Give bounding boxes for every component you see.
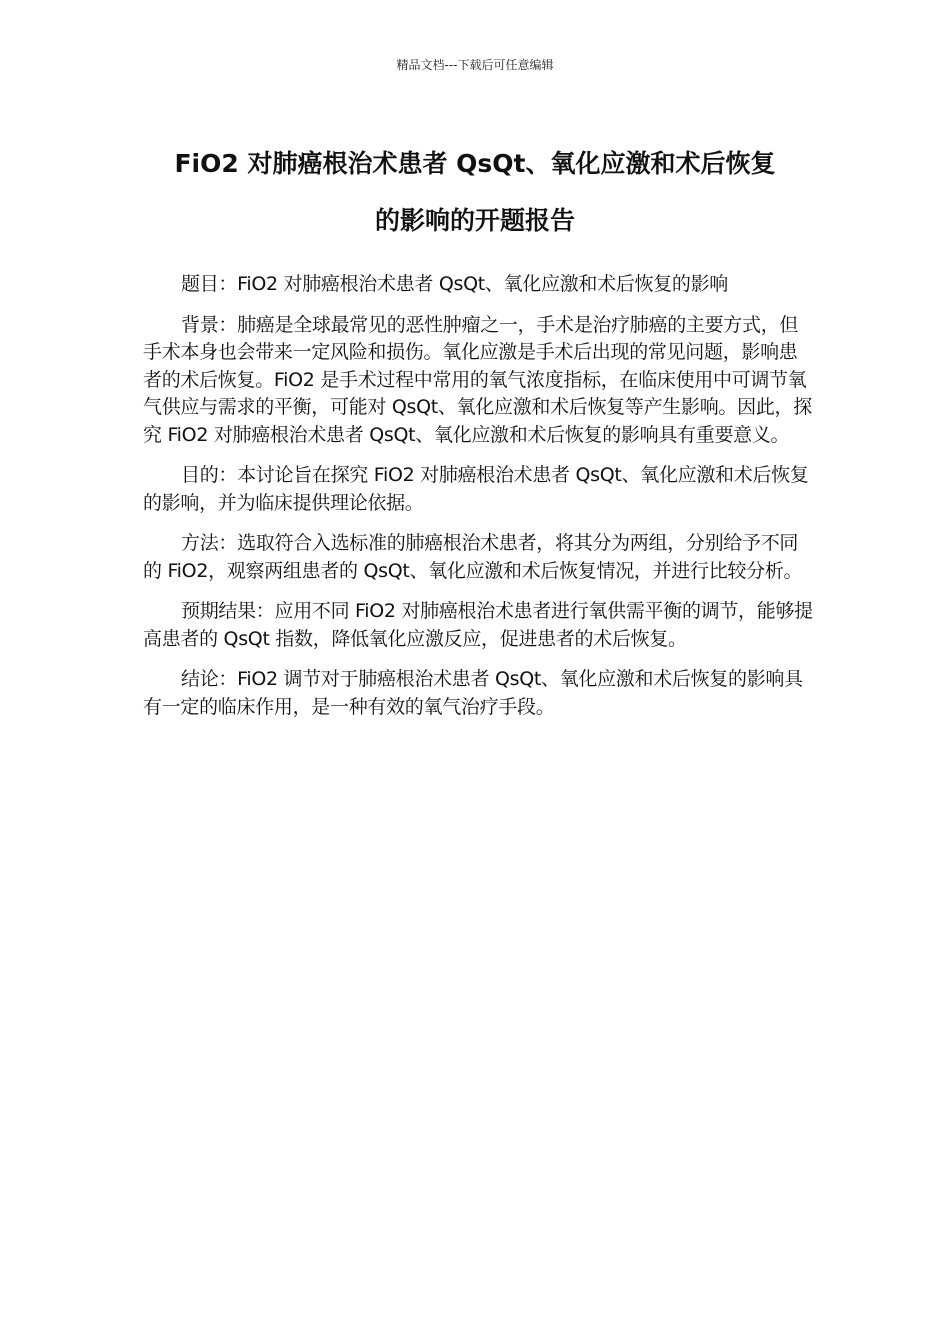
- paragraph-purpose: 目的：本讨论旨在探究 FiO2 对肺癌根治术患者 QsQt、氧化应激和术后恢复的影响，并为临床提供理论依据。: [143, 464, 809, 514]
- paragraph-expected-results: 预期结果：应用不同 FiO2 对肺癌根治术患者进行氧供需平衡的调节，能够提高患者的 QsQt 指数，降低氧化应激反应，促进患者的术后恢复。: [143, 600, 813, 650]
- title-line-1: FiO2 对肺癌根治术患者 QsQt、氧化应激和术后恢复: [174, 149, 776, 178]
- paragraph-method: 方法：选取符合入选标准的肺癌根治术患者，将其分为两组，分别给予不同的 FiO2，观察两组患者的 QsQt、氧化应激和术后恢复情况，并进行比较分析。: [143, 532, 803, 582]
- paragraph-topic: 题目：FiO2 对肺癌根治术患者 QsQt、氧化应激和术后恢复的影响: [181, 273, 729, 295]
- document-body: [143, 271, 813, 734]
- header-watermark: 精品文档---下载后可任意编辑: [396, 58, 554, 72]
- title-line-2: 的影响的开题报告: [374, 206, 575, 235]
- paragraph-background: 背景：肺癌是全球最常见的恶性肿瘤之一，手术是治疗肺癌的主要方式，但手术本身也会带来一定风险和损伤。氧化应激是手术后出现的常见问题，影响患者的术后恢复。FiO2 是手术过程中常用的氧气浓度指标，在临床使用中可调节氧气供应与需求的平衡，可能对 QsQt、氧化应激和术后恢复等产生影响。因此，探究 FiO2 对肺癌根治术患者 QsQt、氧化应激和术后恢复的影响具有重要意义。: [143, 313, 812, 446]
- paragraph-conclusion: 结论：FiO2 调节对于肺癌根治术患者 QsQt、氧化应激和术后恢复的影响具有一定的临床作用，是一种有效的氧气治疗手段。: [143, 668, 803, 718]
- document-title: [120, 135, 830, 249]
